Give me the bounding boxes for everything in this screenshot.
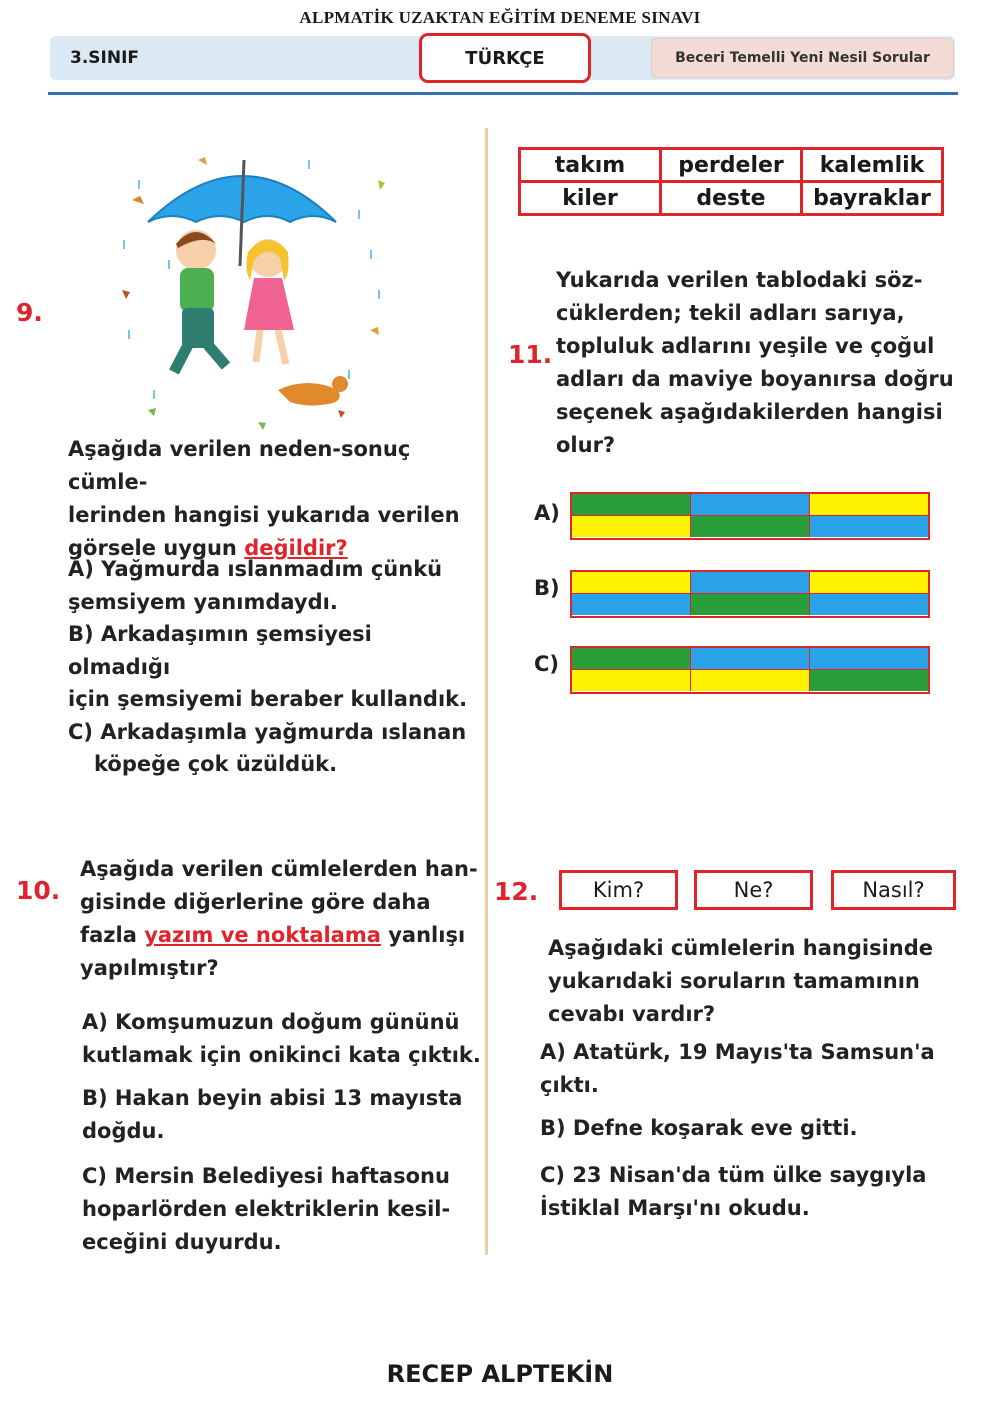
option-line: C) Arkadaşımla yağmurda ıslanan — [68, 719, 467, 744]
option-line: İstiklal Marşı'nı okudu. — [540, 1196, 810, 1220]
option-line: C) 23 Nisan'da tüm ülke saygıyla — [540, 1163, 927, 1187]
table-cell: deste — [661, 182, 802, 215]
q10-stem-text: yanlışı — [380, 923, 466, 947]
color-cell-yellow — [572, 572, 691, 594]
q12-stem-line: cevabı vardır? — [548, 1002, 716, 1026]
color-cell-green — [691, 594, 810, 615]
option-line: A) Yağmurda ıslanmadım çünkü — [68, 557, 443, 581]
exam-title: ALPMATİK UZAKTAN EĞİTİM DENEME SINAVI — [299, 8, 701, 27]
color-cell-yellow — [572, 670, 691, 691]
table-cell: bayraklar — [802, 182, 943, 215]
grade-label: 3.SINIF — [70, 48, 140, 68]
q12-question-how: Nasıl? — [833, 870, 954, 910]
q10-highlight: yazım ve noktalama — [144, 923, 381, 947]
option-line: şemsiyem yanımdaydı. — [68, 589, 338, 614]
boy-shirt — [180, 268, 214, 312]
q9-number: 9. — [16, 298, 43, 327]
q11-option-c-strip[interactable] — [570, 646, 930, 694]
q9-highlight: değildir? — [244, 536, 348, 560]
table-row — [520, 182, 943, 215]
header-divider — [48, 92, 958, 95]
q12-question-who: Kim? — [561, 870, 676, 910]
q12-stem — [548, 932, 968, 1031]
table-cell: takım — [520, 149, 661, 182]
q9-option-c[interactable] — [68, 716, 478, 781]
q12-option-a[interactable] — [540, 1036, 970, 1102]
q11-option-a-label[interactable]: A) — [534, 501, 560, 525]
option-line: A) Komşumuzun doğum gününü — [82, 1010, 460, 1034]
q12-option-b[interactable] — [540, 1112, 970, 1145]
q11-option-a-strip[interactable] — [570, 492, 930, 540]
q9-stem-line: Aşağıda verilen neden-sonuç cümle- — [68, 437, 411, 494]
option-line: eceğini duyurdu. — [82, 1230, 282, 1254]
color-cell-yellow — [572, 516, 691, 537]
q11-option-c-label[interactable]: C) — [534, 652, 560, 676]
q12-question-what: Ne? — [696, 870, 811, 910]
option-line: B) Hakan beyin abisi 13 mayısta — [82, 1086, 463, 1110]
color-cell-blue — [810, 594, 928, 615]
color-cell-green — [810, 670, 928, 691]
table-row — [520, 149, 943, 182]
option-line: için şemsiyemi beraber kullandık. — [68, 687, 468, 711]
q11-stem-line: Yukarıda verilen tablodaki söz- — [556, 268, 923, 292]
option-line: köpeğe çok üzüldük. — [94, 752, 338, 776]
color-cell-blue — [810, 516, 928, 537]
q11-stem-line: olur? — [556, 433, 616, 457]
color-cell-green — [572, 648, 691, 670]
q11-number: 11. — [508, 340, 553, 369]
q12-options — [540, 1036, 970, 1225]
q10-option-b[interactable] — [82, 1082, 482, 1148]
option-line: B) Defne koşarak eve gitti. — [540, 1116, 858, 1140]
color-cell-blue — [572, 594, 691, 615]
option-line: B) Arkadaşımın şemsiyesi olmadığı — [68, 622, 372, 679]
subject-label: TÜRKÇE — [419, 33, 591, 83]
dog — [278, 383, 340, 406]
q10-option-c[interactable] — [82, 1160, 482, 1259]
option-line: A) Atatürk, 19 Mayıs'ta Samsun'a — [540, 1040, 935, 1064]
q10-stem-line: Aşağıda verilen cümlelerden han- — [80, 857, 478, 881]
skill-label: Beceri Temelli Yeni Nesil Sorular — [651, 38, 954, 78]
q9-stem-text: görsele uygun — [68, 536, 245, 560]
boy-pants — [182, 308, 214, 348]
q11-stem — [556, 264, 976, 462]
table-cell: kiler — [520, 182, 661, 215]
q9-option-a[interactable] — [68, 553, 478, 618]
table-cell: kalemlik — [802, 149, 943, 182]
q10-stem — [80, 853, 480, 985]
q11-stem-line: seçenek aşağıdakilerden hangisi — [556, 400, 943, 424]
option-line: hoparlörden elektriklerin kesil- — [82, 1197, 451, 1221]
color-cell-blue — [691, 572, 810, 594]
color-cell-yellow — [810, 572, 928, 594]
table-cell: perdeler — [661, 149, 802, 182]
q9-options — [68, 553, 478, 781]
color-cell-blue — [691, 494, 810, 516]
color-cell-blue — [691, 648, 810, 670]
option-line: doğdu. — [82, 1119, 165, 1143]
q9-stem-line: lerinden hangisi yukarıda verilen — [68, 503, 460, 527]
q12-stem-line: Aşağıdaki cümlelerin hangisinde — [548, 936, 934, 960]
option-line: kutlamak için onikinci kata çıktık. — [82, 1043, 481, 1067]
q12-stem-line: yukarıdaki soruların tamamının — [548, 969, 920, 993]
q11-word-table — [518, 147, 944, 216]
q11-stem-line: topluluk adlarını yeşile ve çoğul — [556, 334, 935, 358]
color-cell-yellow — [810, 494, 928, 516]
q9-stem — [68, 433, 478, 565]
q11-stem-line: adları da maviye boyanırsa doğru — [556, 367, 954, 391]
q10-stem-line: yapılmıştır? — [80, 956, 219, 980]
color-cell-blue — [810, 648, 928, 670]
option-line: çıktı. — [540, 1073, 599, 1097]
option-line: C) Mersin Belediyesi haftasonu — [82, 1164, 450, 1188]
column-divider — [485, 128, 488, 1255]
q10-stem-line — [80, 919, 480, 952]
q10-options — [82, 1006, 482, 1259]
q9-option-b[interactable] — [68, 618, 478, 716]
q10-stem-line: gisinde diğerlerine göre daha — [80, 890, 431, 914]
q10-number: 10. — [16, 876, 61, 905]
q10-stem-text: fazla — [80, 923, 145, 947]
girl-dress — [244, 278, 294, 330]
q11-stem-line: cüklerden; tekil adları sarıya, — [556, 301, 905, 325]
q12-number: 12. — [494, 877, 539, 906]
q11-option-b-label[interactable]: B) — [534, 576, 560, 600]
q10-option-a[interactable] — [82, 1006, 482, 1072]
color-cell-yellow — [691, 670, 810, 691]
author-name: RECEP ALPTEKİN — [386, 1360, 614, 1388]
color-cell-green — [691, 516, 810, 537]
rain-children-illustration — [108, 140, 398, 430]
color-cell-green — [572, 494, 691, 516]
q12-option-c[interactable] — [540, 1159, 970, 1225]
q11-option-b-strip[interactable] — [570, 570, 930, 618]
